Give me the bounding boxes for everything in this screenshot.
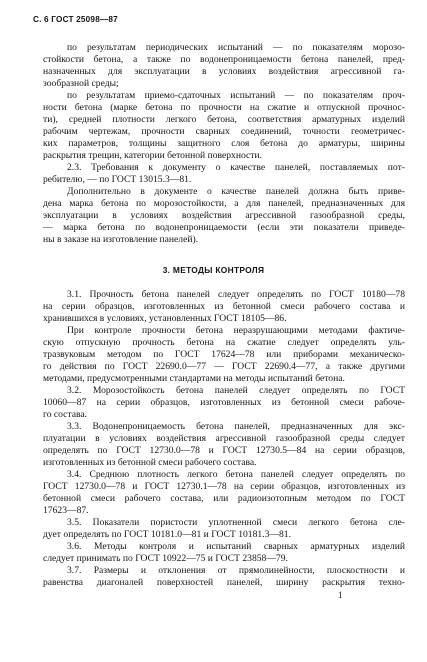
text-line: эксплуатации в условиях воздействия агрессивной газообразной среды, xyxy=(43,210,405,221)
text-line: стойкости бетона, а также по водонепроницаемости бетона панелей, пред- xyxy=(43,54,405,65)
text-line: 3.5. Показатели пористости уплотненной смеси легкого бетона сле- xyxy=(67,517,405,528)
text-line: 3.6. Методы контроля и испытаний сварных арматурных изделий xyxy=(67,541,405,552)
text-line: дена марка бетона по морозостойкости, а для панелей, предназначенных для xyxy=(43,198,405,209)
text-line: го состава. xyxy=(43,409,88,420)
text-line: 2.3. Требования к документу о качестве панелей, поставляемых пот- xyxy=(67,162,405,173)
text-line: по результатам периодических испытаний — по показателям морозо- xyxy=(67,42,405,53)
text-line: бетонной смеси рабочего состава, или радиоизотопным методом по ГОСТ xyxy=(43,493,405,504)
text-line: ребителю, — по ГОСТ 13015.3—81. xyxy=(43,174,192,185)
text-line: скую отпускную прочность бетона на сжатие следует определять уль- xyxy=(43,337,405,348)
text-line: 3.1. Прочность бетона панелей следует определять по ГОСТ 10180—78 xyxy=(67,289,405,300)
text-line: назначенных для эксплуатации в условиях воздействия агрессивной га- xyxy=(43,66,405,77)
text-line: методами, предусмотренными стандартами на методы испытаний бетона. xyxy=(43,373,345,384)
text-line: тразвуковым методом по ГОСТ 17624—78 или приборами механическо- xyxy=(43,349,405,360)
text-line: определять по ГОСТ 12730.0—78 и ГОСТ 12730.5—84 на серии образцов, xyxy=(43,445,405,456)
text-line: Дополнительно в документе о качестве панелей должна быть приве- xyxy=(67,186,405,197)
text-line: 3.7. Размеры и отклонения от прямолинейности, плоскостности и xyxy=(67,565,405,576)
text-line: При контроле прочности бетона неразрушающими методами фактиче- xyxy=(67,325,405,336)
page-mark: 1 xyxy=(338,590,343,600)
text-line: изготовленных из бетонной смеси рабочего состава. xyxy=(43,457,257,468)
text-line: ГОСТ 12730.0—78 и ГОСТ 12730.1—78 на серии образцов, изготовленных из xyxy=(43,481,405,492)
text-line: — марка бетона по водонепроницаемости (если эти показатели приведе- xyxy=(43,222,405,233)
text-line: ны в заказе на изготовление панелей). xyxy=(43,234,199,245)
text-line: равенства диагоналей поверхностей панелей, ширину раскрытия техно- xyxy=(43,577,405,588)
text-line: 10060—87 на серии образцов, изготовленных из бетонной смеси рабоче- xyxy=(43,397,405,408)
text-line: 3.3. Водонепроницаемость бетона панелей, предназначенных для экс- xyxy=(67,421,405,432)
text-line: хранившихся в условиях, установленных ГОСТ 18105—86. xyxy=(43,313,287,324)
text-line: го действия по ГОСТ 22690.0—77 — ГОСТ 22690.4—77, а также другими xyxy=(43,361,405,372)
text-line: рабочим чертежам, прочности сварных соединений, точности геометричес- xyxy=(43,126,405,137)
section-title: 3. МЕТОДЫ КОНТРОЛЯ xyxy=(162,265,265,275)
text-line: 3.4. Среднюю плотность легкого бетона панелей следует определять по xyxy=(67,469,405,480)
page-header: С. 6 ГОСТ 25098—87 xyxy=(33,15,118,24)
text-line: следует принимать по ГОСТ 10922—75 и ГОСТ 23858—79. xyxy=(43,553,288,564)
text-line: на серии образцов, изготовленных из бетонной смеси рабочего состава и xyxy=(43,301,405,312)
text-line: ти), средней плотности легкого бетона, соответствия арматурных изделий xyxy=(43,114,405,125)
text-line: зообразной среды; xyxy=(43,78,119,89)
text-line: 17623—87. xyxy=(43,505,89,516)
text-line: плуатации в условиях воздействия агрессивной газообразной среды следует xyxy=(43,433,405,444)
text-line: дует определять по ГОСТ 10181.0—81 и ГОСТ 10181.3—81. xyxy=(43,529,291,540)
text-line: по результатам приемо-сдаточных испытаний — по показателям проч- xyxy=(67,90,405,101)
text-line: ности бетона (марке бетона по прочности на сжатие и отпускной прочнос- xyxy=(43,102,405,113)
text-line: раскрытия трещин, категории бетонной поверхности. xyxy=(43,150,262,161)
text-line: 3.2. Морозостойкость бетона панелей следует определять по ГОСТ xyxy=(67,385,405,396)
text-line: ких параметров, толщины защитного слоя бетона до арматуры, ширины xyxy=(43,138,405,149)
